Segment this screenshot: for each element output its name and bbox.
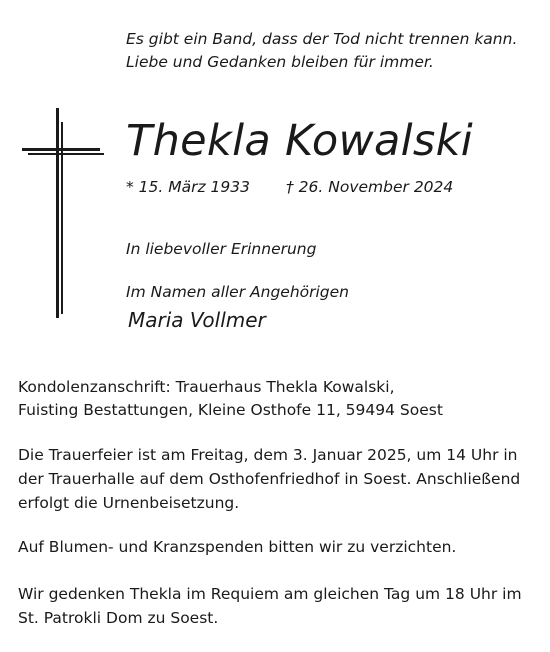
- signer-name: Maria Vollmer: [128, 308, 266, 332]
- funeral-info-line-1: Die Trauerfeier ist am Freitag, dem 3. Januar 2025, um 14 Uhr in: [18, 446, 518, 464]
- memory-phrase: In liebevoller Erinnerung: [126, 240, 317, 258]
- condolence-address-line-1: Kondolenzanschrift: Trauerhaus Thekla Kowalski,: [18, 378, 395, 396]
- death-date: † 26. November 2024: [286, 178, 454, 196]
- condolence-address-line-2: Fuisting Bestattungen, Kleine Osthofe 11, 59494 Soest: [18, 401, 443, 419]
- funeral-info-line-3: erfolgt die Urnenbeisetzung.: [18, 494, 240, 512]
- requiem-line-1: Wir gedenken Thekla im Requiem am gleichen Tag um 18 Uhr im: [18, 585, 522, 603]
- requiem-line-2: St. Patrokli Dom zu Soest.: [18, 609, 219, 627]
- poem-line-1: Es gibt ein Band, dass der Tod nicht trennen kann.: [126, 30, 518, 48]
- deceased-name: Thekla Kowalski: [126, 116, 474, 166]
- latin-cross-icon: [22, 108, 104, 318]
- poem-line-2: Liebe und Gedanken bleiben für immer.: [126, 53, 434, 71]
- birth-date: * 15. März 1933: [126, 178, 251, 196]
- funeral-info-line-2: der Trauerhalle auf dem Osthofenfriedhof in Soest. Anschließend: [18, 470, 521, 488]
- on-behalf-line: Im Namen aller Angehörigen: [126, 283, 350, 301]
- flowers-note: Auf Blumen- und Kranzspenden bitten wir zu verzichten.: [18, 538, 457, 556]
